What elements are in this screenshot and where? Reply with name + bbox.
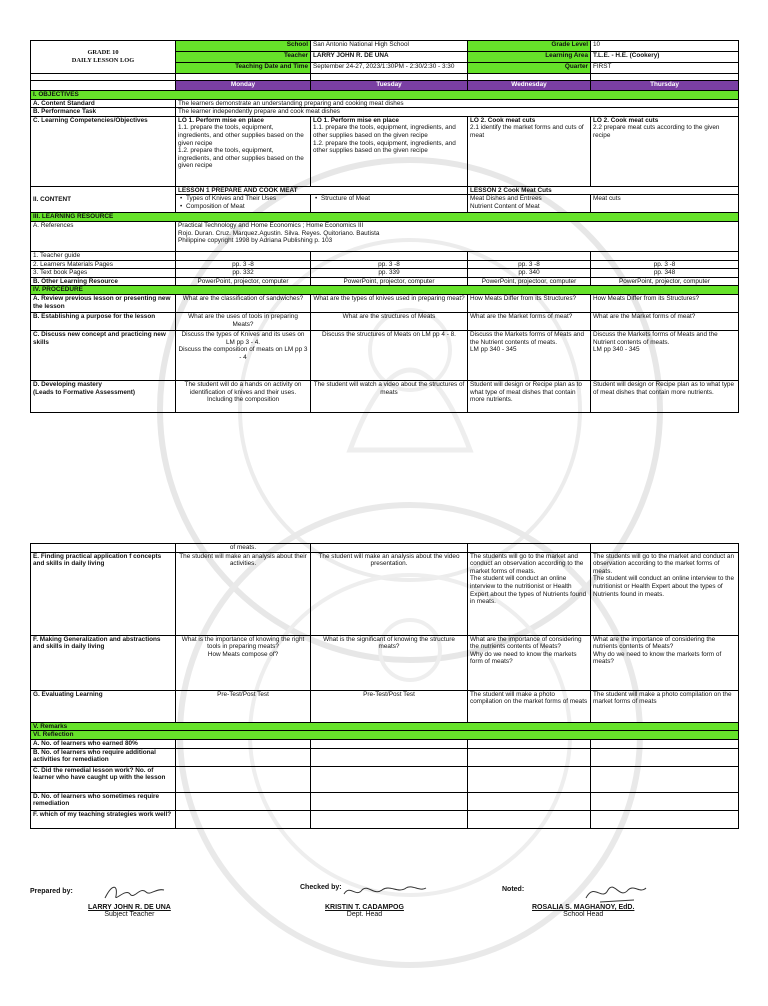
discuss-tuesday: Discuss the structures of Meats on LM pp 4 - 8. <box>311 330 468 380</box>
checked-by-label: Checked by: <box>300 884 342 891</box>
resources-heading: III. LEARNING RESOURCE <box>31 213 739 222</box>
noted-block <box>532 904 634 918</box>
checked-by-block <box>325 904 404 918</box>
mastery-thursday: Student will design or Recipe plan as to what type of meat dishes that contain more nutrients. <box>591 380 739 412</box>
discuss-monday: Discuss the types of Knives and its uses on LM pp 3 - 4. Discuss the composition of meats on LM pp 3 - 4 <box>176 330 311 380</box>
competency-wednesday: LO 2. Cook meat cuts 2.1 identify the market forms and cuts of meat <box>468 116 591 186</box>
handwritten-signature <box>580 878 650 906</box>
application-wednesday: The students will go to the market and conduct an observation according to the market forms of meats. The student will conduct an online interview to the nutritionist or Health Expert about the types of Nutrients found in meats. <box>468 552 591 635</box>
page-title: GRADE 10 DAILY LESSON LOG <box>31 41 176 74</box>
school-label: School <box>176 41 311 52</box>
performance-task-label: B. Performance Task <box>31 108 176 117</box>
textbook-wednesday: pp. 340 <box>468 269 591 278</box>
content-monday: • Types of Knives and Their Uses • Composition of Meat <box>176 195 311 213</box>
discuss-thursday: Discuss the Markets forms of Meats and the Nutrient contents of meats. LM pp 340 - 345 <box>591 330 739 380</box>
lm-pages-wednesday: pp. 3 -8 <box>468 260 591 269</box>
noted-label: Noted: <box>502 886 525 893</box>
remarks-heading: V. Remarks <box>31 722 739 731</box>
other-resources-monday: PowerPoint, projector, computer <box>176 277 311 286</box>
lm-pages-tuesday: pp. 3 -8 <box>311 260 468 269</box>
lesson1-title: LESSON 1 PREPARE AND COOK MEAT <box>176 186 468 195</box>
prepared-by-name: LARRY JOHN R. DE UNA <box>88 904 171 911</box>
noted-position: School Head <box>563 911 604 918</box>
reflection-a-label: A. No. of learners who earned 80% <box>31 739 176 748</box>
reflection-b-label: B. No. of learners who require additional activities for remediation <box>31 748 176 766</box>
day-header-thursday: Thursday <box>591 81 739 91</box>
mastery-monday: The student will do a hands on activity on identification of knives and their uses. Including the composition <box>176 380 311 412</box>
noted-name: ROSALIA S. MAGHANOY, EdD. <box>532 904 635 911</box>
content-wednesday: Meat Dishes and Entrees Nutrient Content of Meat <box>468 195 591 213</box>
mastery-label: D. Developing mastery (Leads to Formative Assessment) <box>31 380 176 412</box>
procedure-heading: IV. PROCEDURE <box>31 286 739 295</box>
evaluating-tuesday: Pre-Test/Post Test <box>311 690 468 722</box>
area-value: T.L.E. - H.E. (Cookery) <box>591 52 739 63</box>
references-label: A. References <box>31 221 176 251</box>
competency-thursday: LO 2. Cook meat cuts 2.2 prepare meat cuts according to the given recipe <box>591 116 739 186</box>
reflection-f-label: F. which of my teaching strategies work well? <box>31 810 176 828</box>
lm-pages-monday: pp. 3 -8 <box>176 260 311 269</box>
reflection-heading: VI. Reflection <box>31 731 739 740</box>
review-thursday: How Meats Differ from its Structures? <box>591 294 739 312</box>
area-label: Learning Area <box>468 52 591 63</box>
checked-by-position: Dept. Head <box>346 911 383 918</box>
evaluating-thursday: The student will make a photo compilation on the market forms of meats <box>591 690 739 722</box>
discuss-wednesday: Discuss the Markets forms of Meats and the Nutrient contents of meats. LM pp 340 - 345 <box>468 330 591 380</box>
textbook-thursday: pp. 348 <box>591 269 739 278</box>
competency-monday: LO 1. Perform mise en place 1.1. prepare the tools, equipment, ingredients, and other supplies based on the given recipe 1.2. prepare the tools, equipment, ingredients, and other supplies based on the given recipe <box>176 116 311 186</box>
daily-lesson-log-table-continued <box>30 543 739 829</box>
lm-pages-label: 2. Learners Materials Pages <box>31 260 176 269</box>
lm-pages-thursday: pp. 3 -8 <box>591 260 739 269</box>
performance-task-value: The learner independently prepare and cook meat dishes <box>176 108 739 117</box>
other-resources-label: B. Other Learning Resource <box>31 277 176 286</box>
date-value: September 24-27, 2023/1:30PM - 2:30/2:30 - 3:30 <box>311 63 468 74</box>
mastery-tuesday: The student will watch a video about the structures of meats <box>311 380 468 412</box>
lesson2-title: LESSON 2 Cook Meat Cuts <box>468 186 739 195</box>
grade-label: Grade Level <box>468 41 591 52</box>
review-tuesday: What are the types of knives used in preparing meat? <box>311 294 468 312</box>
competencies-label: C. Learning Competencies/Objectives <box>31 116 176 186</box>
other-resources-tuesday: PowerPoint, projector, computer <box>311 277 468 286</box>
review-wednesday: How Meats Differ from its Structures? <box>468 294 591 312</box>
grade-value: 10 <box>591 41 739 52</box>
references-value: Practical Technology and Home Economics ; Home Economics III Rojo. Duran. Cruz. Marquez.Agustin. Silva. Reyes. Quitoriano. Bautista Philippine copyright 1998 by Adriana Publishing p. 103 <box>176 221 739 251</box>
generalization-tuesday: What is the significant of knowing the structure meats? <box>311 635 468 690</box>
evaluating-wednesday: The student will make a photo compilation on the market forms of meats <box>468 690 591 722</box>
school-value: San Antonio National High School <box>311 41 468 52</box>
purpose-tuesday: What are the structures of Meats <box>311 312 468 330</box>
teacher-value: LARRY JOHN R. DE UNA <box>311 52 468 63</box>
prepared-by-position: Subject Teacher <box>104 911 155 918</box>
objectives-heading: I. OBJECTIVES <box>31 91 739 100</box>
mastery-wednesday: Student will design or Recipe plan as to what type of meat dishes that contain more nutrients. <box>468 380 591 412</box>
review-label: A. Review previous lesson or presenting new the lesson <box>31 294 176 312</box>
content-standard-label: A. Content Standard <box>31 99 176 108</box>
teacher-guide-label: 1. Teacher guide <box>31 251 176 260</box>
day-header-wednesday: Wednesday <box>468 81 591 91</box>
discuss-label: C. Discuss new concept and practicing new skills <box>31 330 176 380</box>
quarter-label: Quarter <box>468 63 591 74</box>
content-label: II. CONTENT <box>31 186 176 213</box>
mastery-monday-continued: of meats. <box>176 544 311 553</box>
purpose-thursday: What are the Market forms of meat? <box>591 312 739 330</box>
application-tuesday: The student will make an analysis about the video presentation. <box>311 552 468 635</box>
generalization-label: F. Making Generalization and abstractions and skills in daily living <box>31 635 176 690</box>
application-monday: The student will make an analysis about their activities. <box>176 552 311 635</box>
prepared-by-block <box>88 904 171 918</box>
reflection-c-label: C. Did the remedial lesson work? No. of learner who have caught up with the lesson <box>31 766 176 792</box>
content-tuesday: • Structure of Meat <box>311 195 468 213</box>
prepared-by-label: Prepared by: <box>30 888 73 895</box>
competency-tuesday: LO 1. Perform mise en place 1.1. prepare the tools, equipment, ingredients, and other supplies based on the given recipe 1.2. prepare the tools, equipment, ingredients, and other supplies based on the given recipe <box>311 116 468 186</box>
day-header-monday: Monday <box>176 81 311 91</box>
reflection-d-label: D. No. of learners who sometimes require remediation <box>31 792 176 810</box>
purpose-wednesday: What are the Market forms of meat? <box>468 312 591 330</box>
textbook-monday: pp. 332 <box>176 269 311 278</box>
review-monday: What are the classification of sandwiches? <box>176 294 311 312</box>
generalization-monday: What is the importance of knowing the right tools in preparing meats? How Meats compose of? <box>176 635 311 690</box>
teacher-label: Teacher <box>176 52 311 63</box>
other-resources-wednesday: PowerPoint, projectoor, computer <box>468 277 591 286</box>
handwritten-signature <box>100 882 170 904</box>
evaluating-monday: Pre-Test/Post Test <box>176 690 311 722</box>
date-label: Teaching Date and Time <box>176 63 311 74</box>
day-header-tuesday: Tuesday <box>311 81 468 91</box>
checked-by-name: KRISTIN T. CADAMPOG <box>325 904 404 911</box>
purpose-label: B. Establishing a purpose for the lesson <box>31 312 176 330</box>
daily-lesson-log-table <box>30 40 739 413</box>
other-resources-thursday: PowerPoint, projector, computer <box>591 277 739 286</box>
content-thursday: Meat cuts <box>591 195 739 213</box>
day-header-blank <box>31 81 176 91</box>
application-thursday: The students will go to the market and conduct an observation according to the market forms of meats. The student will conduct an online interview to the nutritionist or Health Expert about the types of Nutrients found in meats. <box>591 552 739 635</box>
textbook-tuesday: pp. 339 <box>311 269 468 278</box>
handwritten-signature <box>340 880 430 902</box>
content-standard-value: The learners demonstrate an understanding preparing and cooking meat dishes <box>176 99 739 108</box>
evaluating-label: G. Evaluating Learning <box>31 690 176 722</box>
application-label: E. Finding practical application f concepts and skills in daily living <box>31 552 176 635</box>
textbook-pages-label: 3. Text book Pages <box>31 269 176 278</box>
quarter-value: FIRST <box>591 63 739 74</box>
generalization-thursday: What are the importance of considering the nutrients contents of Meats? Why do we need to know the markets form of meats? <box>591 635 739 690</box>
purpose-monday: What are the uses of tools in preparing Meats? <box>176 312 311 330</box>
generalization-wednesday: What are the importance of considering the nutrients contents of Meats? Why do we need to know the markets form of meats? <box>468 635 591 690</box>
